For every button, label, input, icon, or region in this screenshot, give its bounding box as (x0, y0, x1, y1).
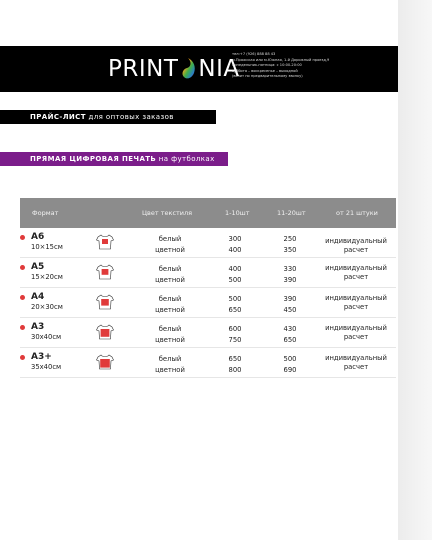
textile-color-cell (140, 324, 200, 346)
format-size: 10×15см (31, 243, 63, 251)
logo-swirl-icon (179, 57, 197, 81)
bullet-dot-icon (20, 295, 25, 300)
page-fold-edge (398, 0, 432, 540)
format-name (20, 262, 63, 272)
bulk-note-line2: расчет (343, 303, 369, 311)
table-row (20, 348, 396, 378)
contact-line: суббота – воскресенье – выходной (232, 68, 298, 73)
textile-white: белый (158, 265, 182, 273)
price-1-10-cell (220, 324, 250, 346)
price-colored: 400 (228, 246, 242, 254)
textile-colored: цветной (155, 306, 185, 314)
textile-colored: цветной (155, 276, 185, 284)
format-name (20, 292, 63, 302)
bulk-price-cell (318, 264, 394, 282)
bullet-dot-icon (20, 355, 25, 360)
price-11-20-cell (274, 234, 306, 256)
bulk-price-cell (318, 354, 394, 372)
format-name (20, 352, 61, 362)
price-colored: 650 (228, 306, 242, 314)
format-cell (20, 352, 61, 371)
price-1-10-cell (220, 354, 250, 376)
price-white: 650 (228, 355, 242, 363)
textile-color-cell (140, 294, 200, 316)
price-11-20-cell (274, 354, 306, 376)
tshirt-icon (96, 264, 114, 280)
price-white: 390 (283, 295, 297, 303)
bullet-dot-icon (20, 235, 25, 240)
bulk-price-cell (318, 237, 394, 255)
price-colored: 690 (283, 366, 297, 374)
contact-line: (возит по предварительному звонку) (232, 74, 303, 79)
header-qty-11-20: 11-20шт (277, 209, 306, 217)
format-label: А5 (31, 262, 45, 272)
textile-white: белый (158, 295, 182, 303)
price-colored: 800 (228, 366, 242, 374)
contact-info (232, 52, 382, 80)
price-list-title-band (0, 110, 216, 124)
print-type-title-band (0, 152, 228, 166)
bulk-note-line2: расчет (343, 363, 369, 371)
price-list-title-rest: для оптовых заказов (85, 113, 174, 121)
tshirt-icon (96, 354, 114, 370)
price-white: 300 (228, 235, 242, 243)
bulk-note-line1: индивидуальный (325, 324, 387, 332)
header-format: Формат (32, 209, 59, 217)
price-1-10-cell (220, 264, 250, 286)
print-area-mark (100, 359, 110, 368)
bulk-note-line1: индивидуальный (325, 294, 387, 302)
textile-white: белый (158, 355, 182, 363)
bulk-note-line2: расчет (343, 333, 369, 341)
textile-color-cell (140, 234, 200, 256)
price-white: 500 (283, 355, 297, 363)
textile-colored: цветной (155, 366, 185, 374)
header-qty-21-plus: от 21 штуки (336, 209, 378, 217)
price-1-10-cell (220, 234, 250, 256)
price-list-title (0, 113, 174, 121)
header-color: Цвет текстиля (142, 209, 193, 217)
format-name (20, 232, 63, 242)
table-header (20, 198, 396, 228)
print-type-title-rest: на футболках (156, 155, 215, 163)
contact-line: понедельник-пятница: с 10:00-20:00 (232, 63, 302, 68)
tshirt-icon (96, 324, 114, 340)
tshirt-icon (96, 294, 114, 310)
format-name (20, 322, 61, 332)
bulk-price-cell (318, 324, 394, 342)
textile-color-cell (140, 354, 200, 376)
table-row (20, 318, 396, 348)
format-label: А6 (31, 232, 45, 242)
format-cell (20, 262, 63, 281)
price-white: 430 (283, 325, 297, 333)
format-cell (20, 232, 63, 251)
format-size: 35х40см (31, 363, 62, 371)
price-colored: 450 (283, 306, 297, 314)
textile-color-cell (140, 264, 200, 286)
price-colored: 390 (283, 276, 297, 284)
logo-text-left: PRINT (108, 56, 179, 82)
textile-white: белый (158, 325, 182, 333)
format-cell (20, 322, 61, 341)
print-type-title (0, 155, 215, 163)
table-body (20, 228, 396, 378)
bulk-note-line2: расчет (343, 246, 369, 254)
bullet-dot-icon (20, 265, 25, 270)
format-label: А3 (31, 322, 45, 332)
logo-text-right: NIA (198, 56, 240, 82)
contact-line: тел:+7 (926) 888 88 43 (232, 52, 276, 56)
format-size: 20×30см (31, 303, 63, 311)
price-table (20, 198, 396, 378)
bulk-price-cell (318, 294, 394, 312)
price-colored: 750 (228, 336, 242, 344)
price-11-20-cell (274, 294, 306, 316)
contact-line: м.Пражская или м.Южная, 1-й Дорожный проезд,9 (232, 57, 330, 62)
price-11-20-cell (274, 264, 306, 286)
print-area-mark (101, 329, 110, 337)
print-area-mark (102, 239, 108, 244)
bulk-note-line1: индивидуальный (325, 237, 387, 245)
format-size: 30х40см (31, 333, 62, 341)
price-white: 500 (228, 295, 242, 303)
table-row (20, 258, 396, 288)
header-qty-1-10: 1-10шт (225, 209, 250, 217)
price-colored: 500 (228, 276, 242, 284)
price-white: 330 (283, 265, 297, 273)
price-list-title-bold: ПРАЙС-ЛИСТ (30, 113, 86, 121)
table-row (20, 228, 396, 258)
bulk-note-line2: расчет (343, 273, 369, 281)
format-label: А4 (31, 292, 45, 302)
price-white: 600 (228, 325, 242, 333)
price-colored: 350 (283, 246, 297, 254)
price-1-10-cell (220, 294, 250, 316)
bulk-note-line1: индивидуальный (325, 354, 387, 362)
price-colored: 650 (283, 336, 297, 344)
print-area-mark (102, 269, 109, 275)
print-type-title-bold: ПРЯМАЯ ЦИФРОВАЯ ПЕЧАТЬ (30, 155, 157, 163)
bulk-note-line1: индивидуальный (325, 264, 387, 272)
format-cell (20, 292, 63, 311)
price-white: 250 (283, 235, 297, 243)
textile-colored: цветной (155, 336, 185, 344)
price-white: 400 (228, 265, 242, 273)
brand-logo (108, 56, 240, 82)
table-row (20, 288, 396, 318)
print-area-mark (101, 299, 109, 306)
format-size: 15×20см (31, 273, 63, 281)
textile-colored: цветной (155, 246, 185, 254)
price-11-20-cell (274, 324, 306, 346)
format-label: А3+ (31, 352, 52, 362)
bullet-dot-icon (20, 325, 25, 330)
textile-white: белый (158, 235, 182, 243)
tshirt-icon (96, 234, 114, 250)
